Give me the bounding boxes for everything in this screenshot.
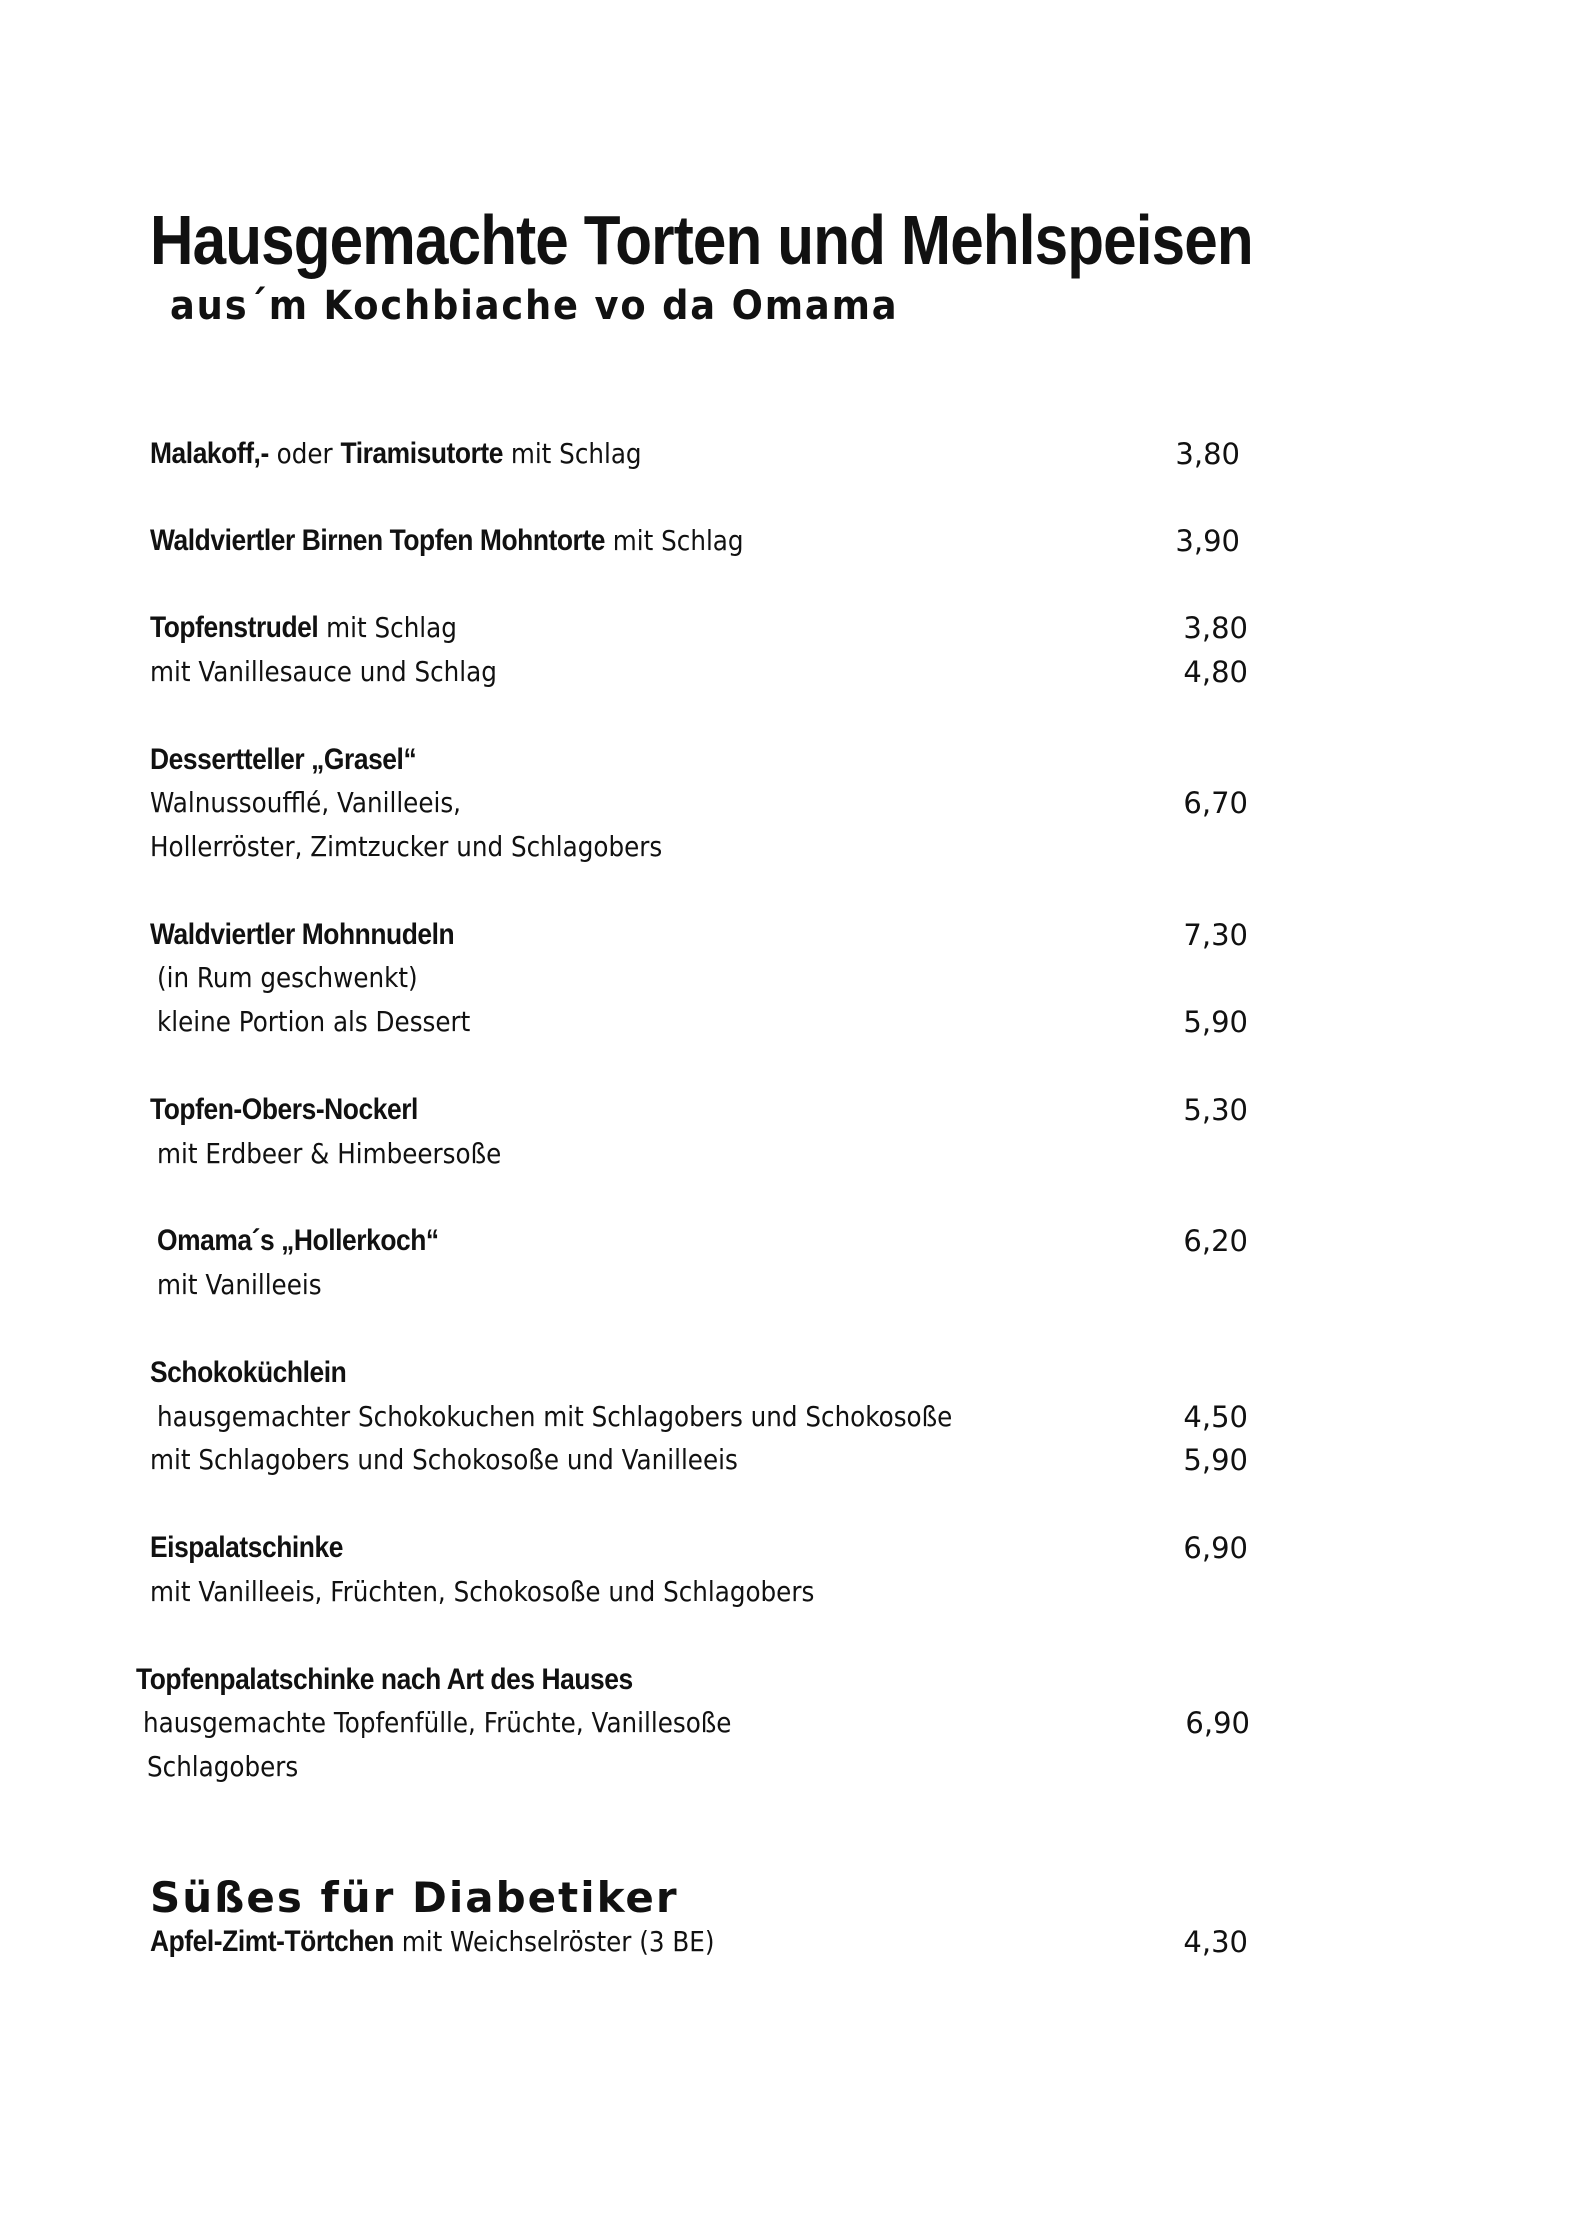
item-description: mit Schlag [318, 611, 457, 644]
item-name: Malakoff,- [150, 437, 269, 470]
item-variant-price: 5,90 [1183, 1005, 1248, 1039]
item-variant: kleine Portion als Dessert [157, 1005, 471, 1038]
item-description: hausgemachte Topfenfülle, Früchte, Vanillesoße [143, 1706, 732, 1739]
menu-item-topfen-obers-nockerl [150, 1090, 455, 1130]
item-name: Topfen-Obers-Nockerl [150, 1093, 418, 1126]
item-price: 7,30 [1183, 918, 1248, 952]
item-name: Waldviertler Birnen Topfen Mohntorte [150, 524, 605, 557]
menu-item-malakoff [150, 434, 709, 474]
item-price: 6,20 [1183, 1224, 1248, 1258]
item-description-line [147, 1747, 319, 1787]
menu-item-topfenstrudel [150, 608, 499, 648]
item-price: 6,90 [1183, 1531, 1248, 1565]
item-description: Walnussoufflé, Vanilleeis, [150, 786, 462, 819]
menu-item-birnen-topfen-mohntorte [150, 521, 824, 561]
menu-item-mohnnudeln [150, 915, 496, 955]
item-price: 4,30 [1183, 1925, 1248, 1959]
item-description: mit Schlag [604, 524, 744, 557]
item-description-line [150, 1572, 905, 1612]
item-description-line [150, 783, 503, 823]
menu-item-topfenpalatschinke [136, 1660, 701, 1700]
item-variant: hausgemachter Schokokuchen mit Schlagobers und Schokosoße [157, 1400, 953, 1433]
item-name: Eispalatschinke [150, 1531, 343, 1564]
item-description: mit Erdbeer & Himbeersoße [157, 1137, 502, 1170]
item-name: Apfel-Zimt-Törtchen [150, 1925, 394, 1958]
menu-item-apfel-zimt-toertchen [150, 1922, 791, 1962]
item-price: 6,90 [1185, 1706, 1250, 1740]
item-description-line [157, 958, 453, 998]
item-variant-line [157, 1397, 1061, 1437]
item-variant-line [157, 1002, 513, 1042]
item-description: mit Vanilleeis [157, 1268, 322, 1301]
item-name-2: Tiramisutorte [340, 437, 504, 470]
menu-item-schokokuechlein [150, 1353, 373, 1393]
item-variant-price: 5,90 [1183, 1443, 1248, 1477]
section-title-diabetiker: Süßes für Diabetiker [150, 1872, 679, 1922]
item-variant: mit Vanillesauce und Schlag [150, 655, 497, 688]
item-variant-price: 4,80 [1183, 655, 1248, 689]
item-name: Dessertteller „Grasel“ [150, 743, 417, 776]
item-description-line [157, 1265, 344, 1305]
menu-item-eispalatschinke [150, 1528, 369, 1568]
item-price: 3,90 [1175, 524, 1240, 558]
item-description: mit Weichselröster (3 BE) [393, 1925, 715, 1958]
item-variant-line [150, 1440, 818, 1480]
page-title: Hausgemachte Torten und Mehlspeisen [150, 200, 1253, 279]
item-description: (in Rum geschwenkt) [157, 961, 418, 994]
item-name: Waldviertler Mohnnudeln [150, 918, 455, 951]
item-variant: mit Schlagobers und Schokosoße und Vanilleeis [150, 1443, 738, 1476]
item-variant-line [150, 652, 544, 692]
item-price: 5,30 [1183, 1093, 1248, 1127]
item-description-line [157, 1134, 548, 1174]
item-name: Topfenpalatschinke nach Art des Hauses [136, 1663, 633, 1696]
item-name: Omama´s „Hollerkoch“ [157, 1224, 439, 1257]
item-price: 6,70 [1183, 786, 1248, 820]
item-price: 3,80 [1175, 437, 1240, 471]
item-connector: oder [268, 437, 341, 470]
item-description-line [143, 1703, 812, 1743]
item-variant-price: 4,50 [1183, 1400, 1248, 1434]
item-description-line [150, 827, 732, 867]
item-name: Schokoküchlein [150, 1356, 347, 1389]
item-description: mit Vanilleeis, Früchten, Schokosoße und Schlagobers [150, 1575, 815, 1608]
menu-item-hollerkoch [157, 1221, 477, 1261]
item-name: Topfenstrudel [150, 611, 319, 644]
item-description: mit Schlag [503, 437, 642, 470]
item-price: 3,80 [1183, 611, 1248, 645]
menu-item-dessertteller [150, 740, 453, 780]
item-description: Hollerröster, Zimtzucker und Schlagobers [150, 830, 663, 863]
page-subtitle: aus´m Kochbiache vo da Omama [170, 283, 899, 329]
item-description: Schlagobers [147, 1750, 299, 1783]
